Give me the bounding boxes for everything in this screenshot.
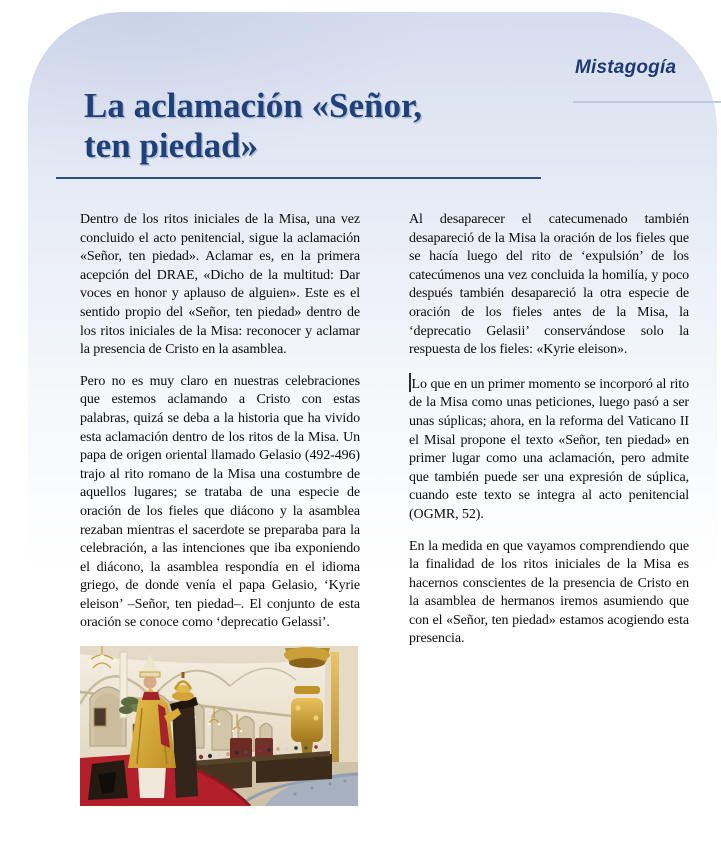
page-title-line1: La aclamación «Señor, (84, 86, 423, 125)
page-title (84, 86, 564, 166)
left-column (80, 211, 360, 806)
church-photo (80, 646, 358, 806)
paragraph-left-1: Dentro de los ritos iniciales de la Misa, una vez concluido el acto penitencial, sigue la aclamación «Señor, ten piedad». Aclamar es, en la primera acepción del DRAE, «Dicho de la multitud: Dar voces en honor y aplauso de alguien». Este es el sentido propio del «Señor, ten piedad» dentro de los ritos iniciales de la Misa: reconocer y aclamar la presencia de Cristo en la asamblea. (80, 212, 360, 358)
section-label: Mistagogía (575, 57, 677, 78)
paragraph-right-2 (409, 373, 689, 525)
title-underline (56, 177, 541, 179)
section-label-rule (573, 101, 721, 103)
paragraph-left-2: Pero no es muy claro en nuestras celebraciones que estemos aclamando a Cristo con estas palabras, quizá se deba a la historia que ha vivido esta aclamación dentro de los ritos de la Misa. Un papa de origen oriental llamado Gelasio (492-496) trajo al rito romano de la Misa una costumbre de aquellos lugares; se trataba de una especie de oración de los fieles que diácono y la asamblea rezaban mientras el sacerdote se preparaba para la celebración, a las intenciones que iba exponiendo el diácono, la asamblea respondía en el idioma griego, de donde venía el papa Gelasio, ‘Kyrie eleison’ –Señor, ten piedad–. El conjunto de esta oración se conoce como ‘deprecatio Gelassi’. (80, 373, 360, 631)
paragraph-right-1: Al desaparecer el catecumenado también desapareció de la Misa la oración de los fieles que se hacía luego del rito de ‘expulsión’ de los catecúmenos una vez concluida la homilía, y poco después también desapareció la otra especie de oración de los fieles antes de la Misa, la ‘deprecatio Gelasii’ conservándose solo la respuesta de los fieles: «Kyrie eleison». (409, 212, 689, 358)
paragraph-right-3: En la medida en que vayamos comprendiendo que la finalidad de los ritos iniciales de la Misa es hacernos conscientes de la presencia de Cristo en la asamblea de hermanos iremos asumiendo que con el «Señor, ten piedad» estamos acogiendo esta presencia. (409, 538, 689, 647)
right-column (409, 211, 689, 806)
text-cursor (409, 373, 411, 392)
page-title-line2: ten piedad» (84, 126, 259, 165)
article-card (28, 12, 717, 864)
church-photo-illustration (80, 646, 358, 806)
article-body (80, 211, 689, 806)
paragraph-right-2-text: Lo que en un primer momento se incorporó al rito de la Misa como unas peticiones, luego pasó a ser unas súplicas; ahora, en la reforma del Vaticano II el Misal propone el texto «Señor, ten piedad» en primer lugar como una aclamación, pero admite que también puede ser una expresión de súplica, cuando este texto se integra al acto penitencial (OGMR, 52). (409, 376, 689, 522)
